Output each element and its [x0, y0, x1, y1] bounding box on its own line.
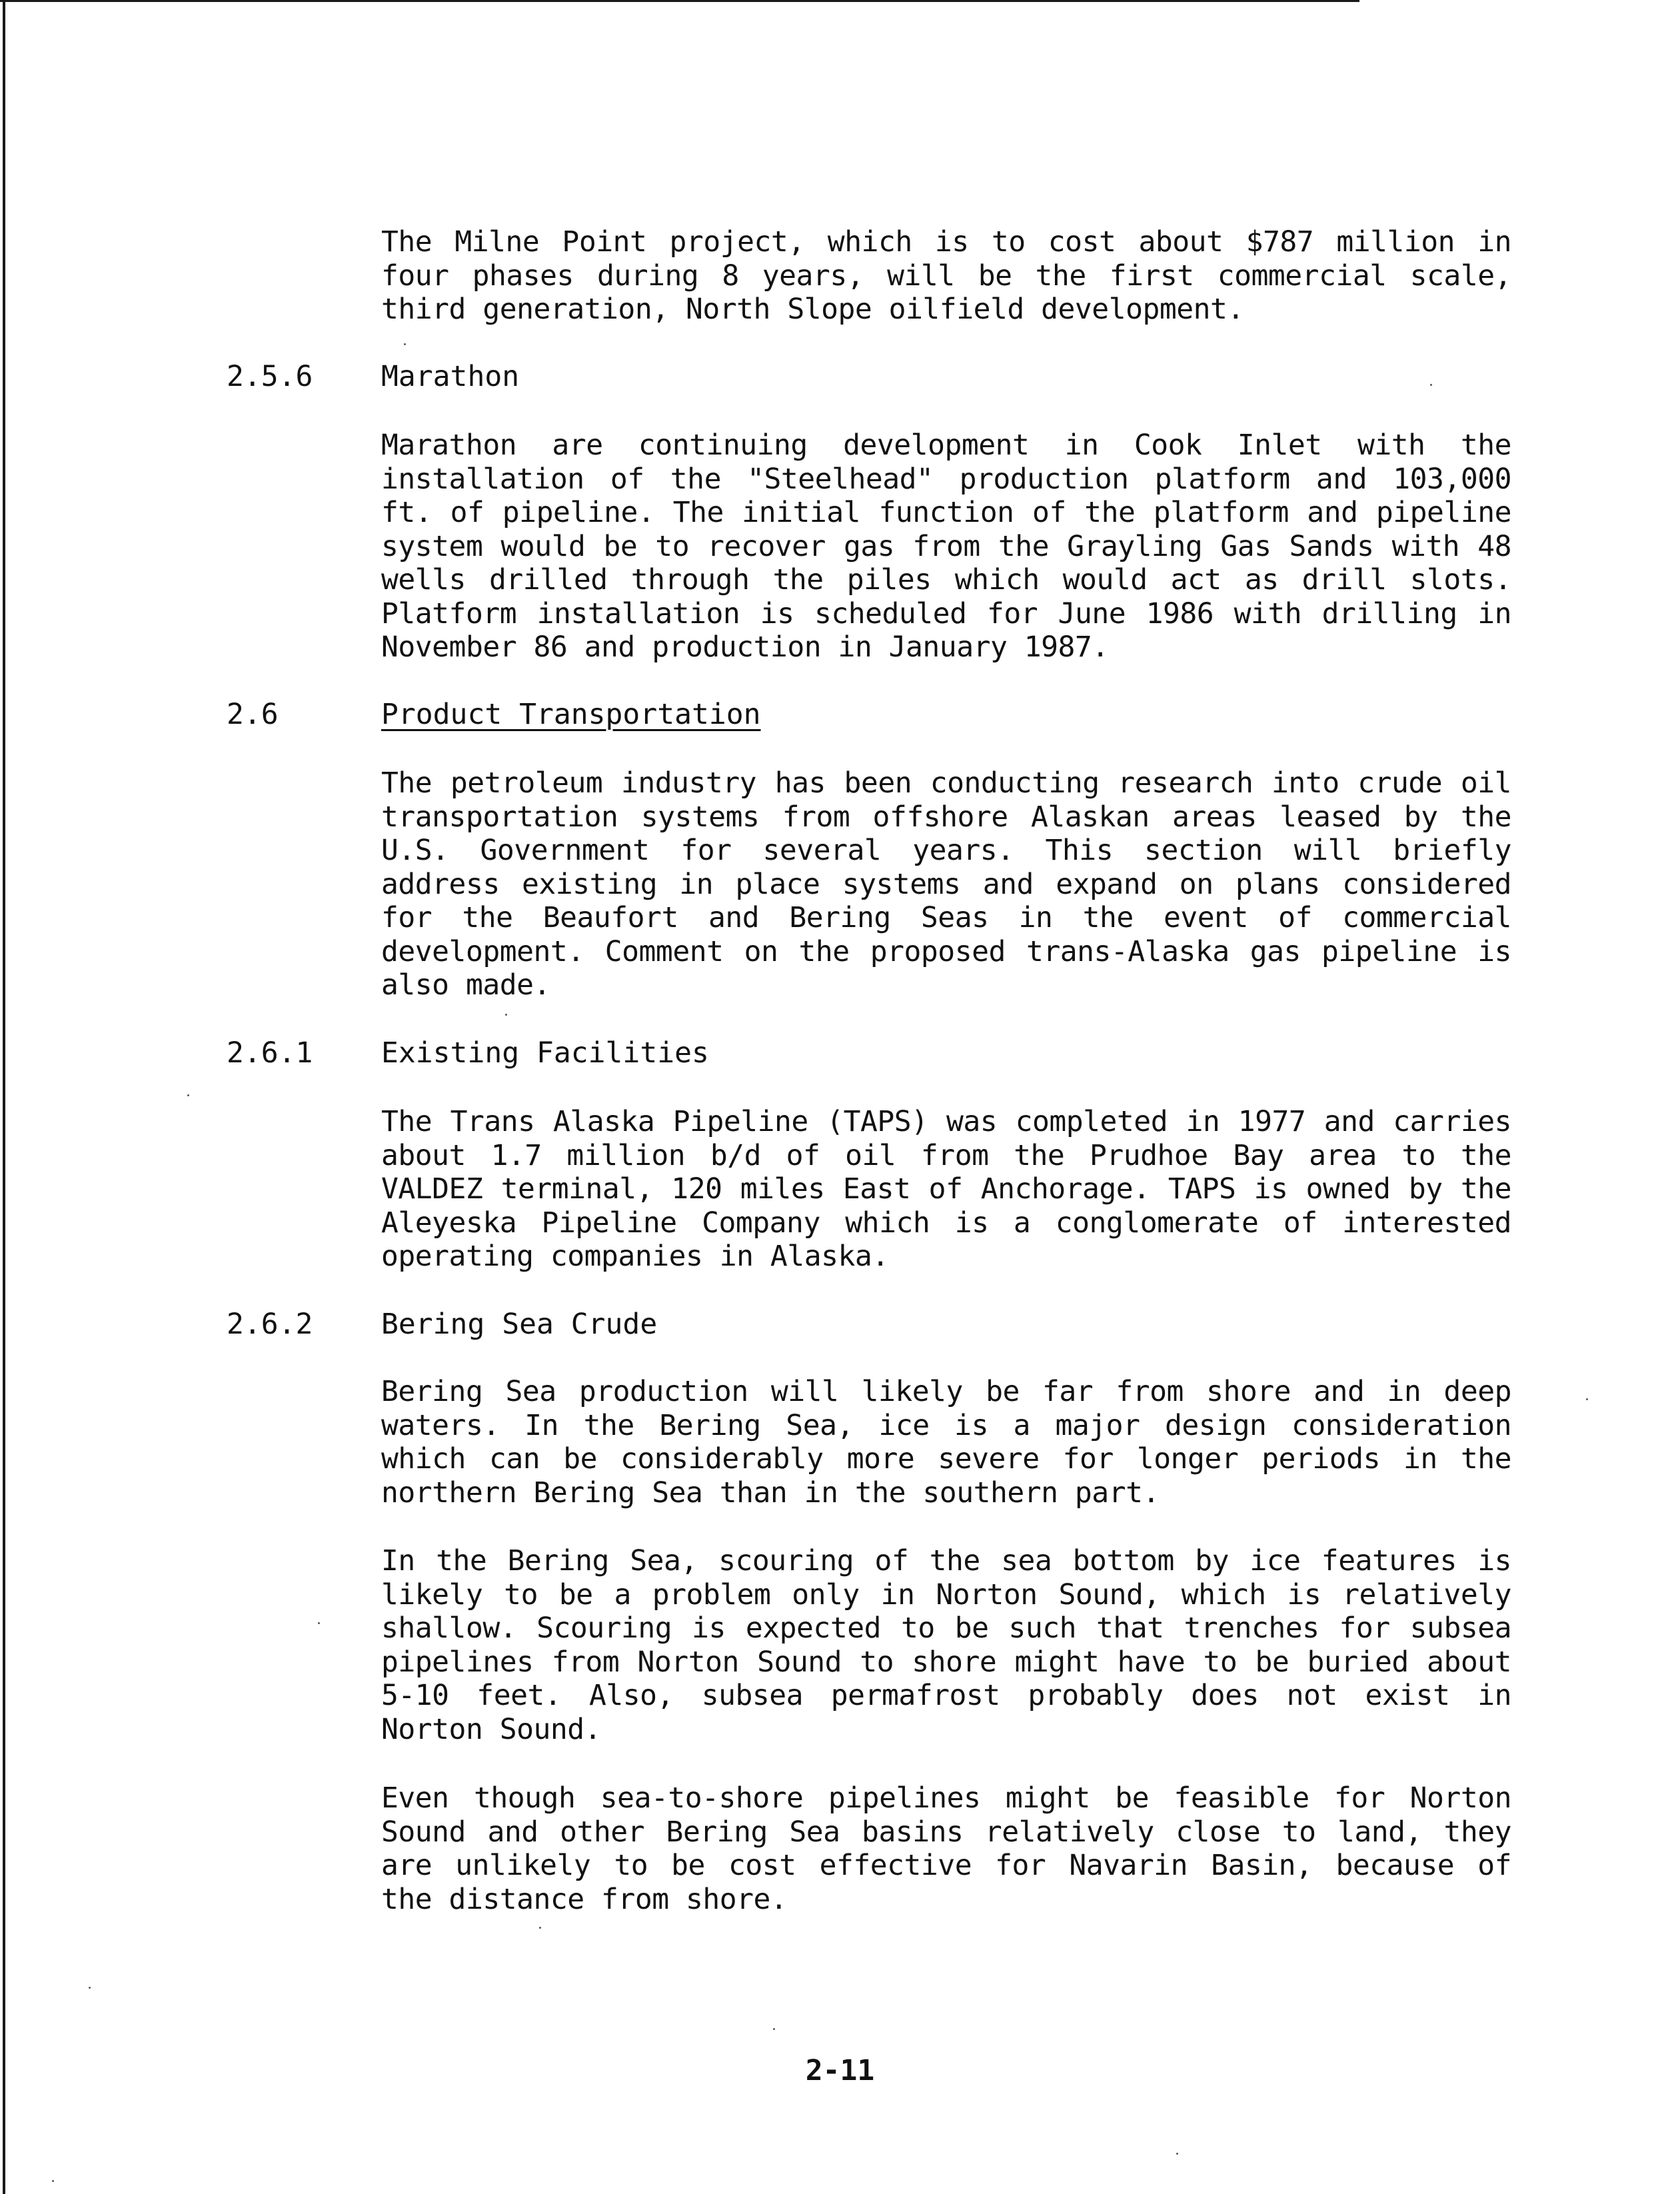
scan-speck	[1430, 384, 1432, 386]
scan-speck	[318, 1622, 320, 1624]
bering-sea-paragraph-1: Bering Sea production will likely be far from shore and in deep waters. In the Bering Sea, ice is a major design consideration which can be considerably more severe for longer periods in the northern Bering Sea than in the southern part.	[381, 1375, 1511, 1510]
scan-speck	[539, 1927, 541, 1929]
page-number: 2-11	[805, 2054, 875, 2087]
section-2-6-2-number: 2.6.2	[227, 1308, 313, 1341]
scan-speck	[1176, 2153, 1178, 2155]
section-2-6-2-title: Bering Sea Crude	[381, 1308, 658, 1341]
section-2-6-1-number: 2.6.1	[227, 1036, 313, 1070]
scan-speck	[505, 1014, 507, 1016]
top-scan-edge	[0, 0, 1359, 2]
scan-speck	[52, 2180, 54, 2182]
section-2-6-1-title: Existing Facilities	[381, 1036, 709, 1070]
bering-sea-paragraph-3: Even though sea-to-shore pipelines might be feasible for Norton Sound and other Bering Sea basins relatively close to land, they are unlikely to be cost effective for Navarin Basin, because of the distance from shore.	[381, 1781, 1511, 1916]
scan-speck	[404, 343, 406, 345]
section-2-6-number: 2.6	[227, 698, 279, 731]
milne-point-paragraph: The Milne Point project, which is to cost about $787 million in four phases during 8 years, will be the first commercial scale, third generation, North Slope oilfield development.	[381, 225, 1511, 326]
left-scan-edge	[3, 0, 5, 2194]
section-2-5-6-title: Marathon	[381, 360, 520, 393]
existing-facilities-paragraph: The Trans Alaska Pipeline (TAPS) was completed in 1977 and carries about 1.7 million b/d of oil from the Prudhoe Bay area to the VALDEZ terminal, 120 miles East of Anchorage. TAPS is owned by the Aleyeska Pipeline Company which is a conglomerate of interested operating companies in Alaska.	[381, 1105, 1511, 1273]
bering-sea-paragraph-2: In the Bering Sea, scouring of the sea bottom by ice features is likely to be a problem only in Norton Sound, which is relatively shallow. Scouring is expected to be such that trenches for subsea pipelines from Norton Sound to shore might have to be buried about 5-10 feet. Also, subsea permafrost probably does not exist in Norton Sound.	[381, 1544, 1511, 1746]
scan-speck	[187, 1094, 189, 1096]
section-2-5-6-number: 2.5.6	[227, 360, 313, 393]
section-2-6-title: Product Transportation	[381, 698, 761, 731]
marathon-paragraph: Marathon are continuing development in Cook Inlet with the installation of the "Steelhead" production platform and 103,000 ft. of pipeline. The initial function of the platform and pipeline system would be to recover gas from the Grayling Gas Sands with 48 wells drilled through the piles which would act as drill slots. Platform installation is scheduled for June 1986 with drilling in November 86 and production in January 1987.	[381, 429, 1511, 664]
scan-speck	[773, 2028, 775, 2030]
scan-speck	[1586, 1398, 1588, 1400]
product-transportation-paragraph: The petroleum industry has been conducting research into crude oil transportation systems from offshore Alaskan areas leased by the U.S. Government for several years. This section will briefly address existing in place systems and expand on plans considered for the Beaufort and Bering Seas in the event of commercial development. Comment on the proposed trans-Alaska gas pipeline is also made.	[381, 766, 1511, 1002]
scan-speck	[89, 1987, 91, 1989]
